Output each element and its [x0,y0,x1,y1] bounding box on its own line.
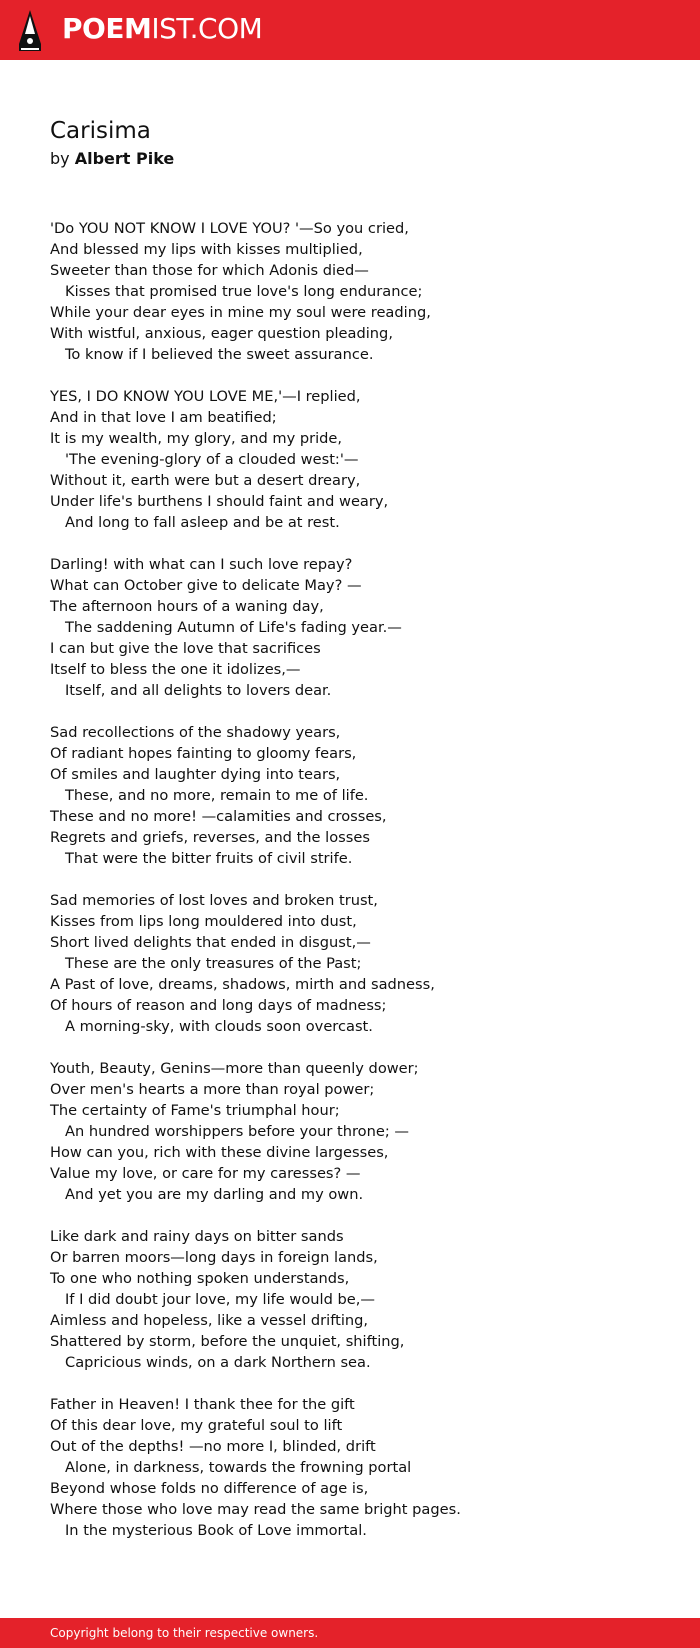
stanza-gap [50,1205,670,1226]
poem-line: I can but give the love that sacrifices [50,640,321,657]
poem-line: What can October give to delicate May? — [50,577,362,594]
poem-line: To one who nothing spoken understands, [50,1270,350,1287]
stanza [50,1226,670,1373]
logo-text-light: IST.COM [151,12,263,45]
site-header [0,0,700,60]
poem-line: Father in Heaven! I thank thee for the gift [50,1396,355,1413]
copyright-text: Copyright belong to their respective owners. [50,1626,319,1640]
poem-line: Darling! with what can I such love repay? [50,556,353,573]
poem-line: These, and no more, remain to me of life. [65,787,369,804]
stanza [50,554,670,701]
poem-line: Without it, earth were but a desert dreary, [50,472,361,489]
poem-line: While your dear eyes in mine my soul were reading, [50,304,431,321]
poem-line: Shattered by storm, before the unquiet, shifting, [50,1333,405,1350]
site-logo[interactable] [62,11,262,47]
poem-line: That were the bitter fruits of civil strife. [65,850,353,867]
poem-line: These and no more! —calamities and crosses, [50,808,387,825]
stanza [50,890,670,1037]
poem-line: The saddening Autumn of Life's fading year.— [65,619,402,636]
poem-line: Of radiant hopes fainting to gloomy fears, [50,745,357,762]
poem-line: It is my wealth, my glory, and my pride, [50,430,343,447]
poem-line: An hundred worshippers before your throne; — [65,1123,409,1140]
site-footer [0,1618,700,1648]
poem-line: Under life's burthens I should faint and weary, [50,493,389,510]
poem-line: And long to fall asleep and be at rest. [65,514,340,531]
poem-byline [50,148,174,170]
poem-line: Kisses from lips long mouldered into dust, [50,913,357,930]
poem-line: Capricious winds, on a dark Northern sea. [65,1354,371,1371]
poem-line: 'The evening-glory of a clouded west:'— [65,451,359,468]
poem-body [50,218,670,1541]
poem-line: Sad recollections of the shadowy years, [50,724,341,741]
stanza [50,722,670,869]
poem-line: 'Do YOU NOT KNOW I LOVE YOU? '—So you cried, [50,220,409,237]
stanza [50,386,670,533]
poem-line: Of smiles and laughter dying into tears, [50,766,341,783]
poem-line: Itself to bless the one it idolizes,— [50,661,301,678]
byline-prefix: by [50,149,70,168]
poem-line: Youth, Beauty, Genins—more than queenly dower; [50,1060,419,1077]
stanza-gap [50,701,670,722]
poem-line: These are the only treasures of the Past; [65,955,362,972]
stanza-gap [50,869,670,890]
poem-line: Beyond whose folds no difference of age is, [50,1480,369,1497]
poem-line: Sweeter than those for which Adonis died— [50,262,369,279]
stanza-gap [50,533,670,554]
pen-nib-icon[interactable] [18,10,42,52]
poem-line: Over men's hearts a more than royal power; [50,1081,375,1098]
poem-line: Where those who love may read the same bright pages. [50,1501,461,1518]
poem-line: The certainty of Fame's triumphal hour; [50,1102,340,1119]
poem-line: YES, I DO KNOW YOU LOVE ME,'—I replied, [50,388,361,405]
poem-line: The afternoon hours of a waning day, [50,598,324,615]
stanza-gap [50,365,670,386]
stanza [50,218,670,365]
poem-line: To know if I believed the sweet assurance. [65,346,374,363]
poem-line: Out of the depths! —no more I, blinded, drift [50,1438,376,1455]
poem-line: Alone, in darkness, towards the frowning portal [65,1459,412,1476]
poem-line: And blessed my lips with kisses multiplied, [50,241,363,258]
poem-line: Regrets and griefs, reverses, and the losses [50,829,370,846]
poem-line: Value my love, or care for my caresses? — [50,1165,361,1182]
stanza-gap [50,1373,670,1394]
poem-line: Sad memories of lost loves and broken trust, [50,892,378,909]
stanza [50,1058,670,1205]
poem-line: Of this dear love, my grateful soul to lift [50,1417,343,1434]
poem-line: Aimless and hopeless, like a vessel drifting, [50,1312,369,1329]
poem-line: And in that love I am beatified; [50,409,277,426]
poem-line: How can you, rich with these divine largesses, [50,1144,389,1161]
poem-line: Like dark and rainy days on bitter sands [50,1228,344,1245]
poem-line: With wistful, anxious, eager question pleading, [50,325,393,342]
poem-line: In the mysterious Book of Love immortal. [65,1522,367,1539]
stanza-gap [50,1037,670,1058]
poem-line: A Past of love, dreams, shadows, mirth and sadness, [50,976,435,993]
poem-line: A morning-sky, with clouds soon overcast. [65,1018,373,1035]
poem-line: Of hours of reason and long days of madness; [50,997,387,1014]
poem-line: If I did doubt jour love, my life would be,— [65,1291,375,1308]
poem-line: Short lived delights that ended in disgust,— [50,934,371,951]
poem-line: Kisses that promised true love's long endurance; [65,283,423,300]
poem-line: Itself, and all delights to lovers dear. [65,682,332,699]
logo-text-bold: POEM [62,12,152,45]
stanza [50,1394,670,1541]
author-name[interactable]: Albert Pike [74,149,175,168]
poem-line: Or barren moors—long days in foreign lands, [50,1249,378,1266]
poem-line: And yet you are my darling and my own. [65,1186,364,1203]
poem-title: Carisima [50,118,151,144]
